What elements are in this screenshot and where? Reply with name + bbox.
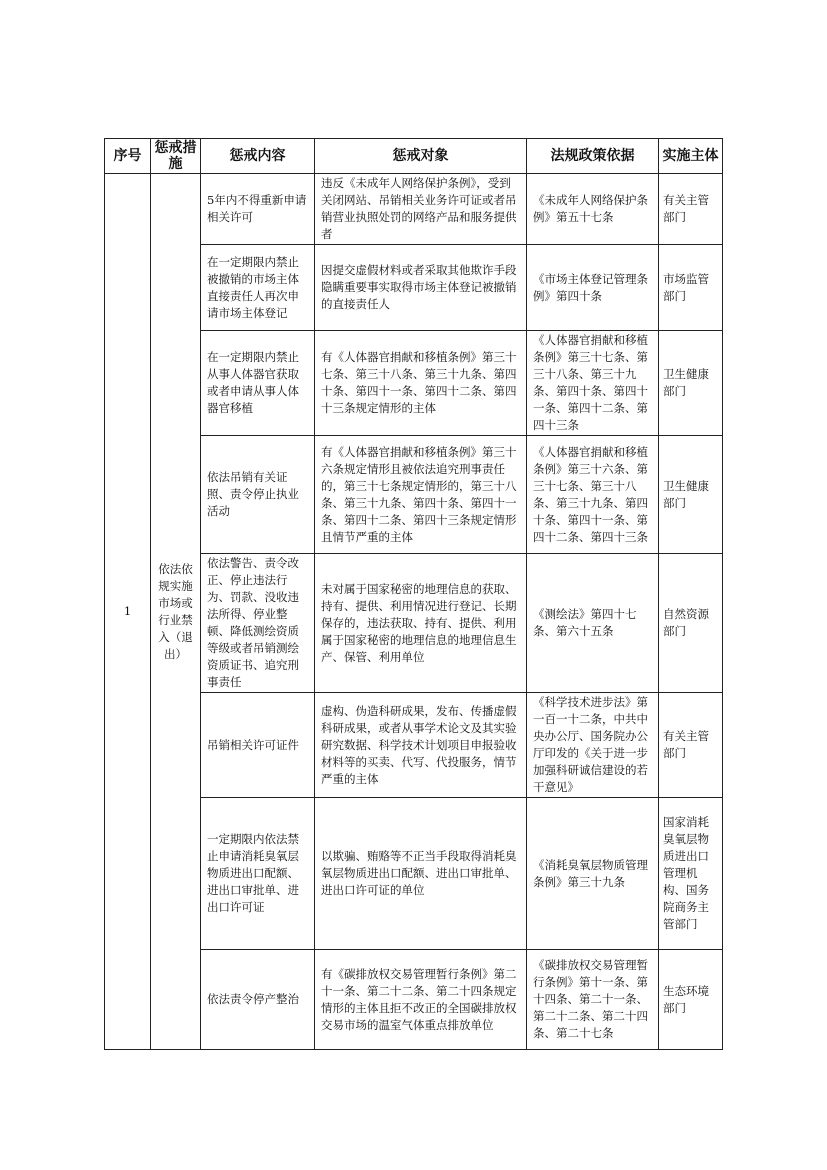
row-subject: 卫生健康部门 <box>659 436 723 554</box>
header-content: 惩戒内容 <box>201 139 315 174</box>
row-target: 有《人体器官捐献和移植条例》第三十六条规定情形且被依法追究刑事责任的，第三十七条规定情形的，第三十八条、第三十九条、第四十条、第四十一条、第四十二条、第四十三条规定情形且情节严重的主体 <box>315 436 527 554</box>
row-basis: 《市场主体登记管理条例》第四十条 <box>527 245 659 331</box>
row-subject: 卫生健康部门 <box>659 331 723 436</box>
row-content: 在一定期限内禁止被撤销的市场主体直接责任人再次申请市场主体登记 <box>201 245 315 331</box>
row-target: 因提交虚假材料或者采取其他欺诈手段隐瞒重要事实取得市场主体登记被撤销的直接责任人 <box>315 245 527 331</box>
row-target: 有《碳排放权交易管理暂行条例》第二十一条、第二十二条、第二十四条规定情形的主体且拒不改正的全国碳排放权交易市场的温室气体重点排放单位 <box>315 950 527 1050</box>
header-row <box>105 139 723 174</box>
row-subject: 有关主管部门 <box>659 693 723 798</box>
row-basis: 《测绘法》第四十七条、第六十五条 <box>527 554 659 693</box>
row-basis: 《未成年人网络保护条例》第五十七条 <box>527 174 659 245</box>
row-content: 一定期限内依法禁止申请消耗臭氧层物质进出口配额、进出口审批单、进出口许可证 <box>201 798 315 950</box>
row-subject: 自然资源部门 <box>659 554 723 693</box>
row-subject: 国家消耗臭氧层物质进出口管理机构、国务院商务主管部门 <box>659 798 723 950</box>
row-subject: 有关主管部门 <box>659 174 723 245</box>
row-content: 在一定期限内禁止从事人体器官获取或者申请从事人体器官移植 <box>201 331 315 436</box>
row-seq-number: 1 <box>105 174 151 1050</box>
row-content: 5年内不得重新申请相关许可 <box>201 174 315 245</box>
row-basis: 《人体器官捐献和移植条例》第三十六条、第三十七条、第三十八条、第三十九条、第四十条、第四十一条、第四十二条、第四十三条 <box>527 436 659 554</box>
row-content: 依法责令停产整治 <box>201 950 315 1050</box>
row-content: 依法警告、责令改正、停止违法行为、罚款、没收违法所得、停业整顿、降低测绘资质等级或者吊销测绘资质证书、追究刑事责任 <box>201 554 315 693</box>
row-subject: 生态环境部门 <box>659 950 723 1050</box>
row-target: 未对属于国家秘密的地理信息的获取、持有、提供、利用情况进行登记、长期保存的，违法获取、持有、提供、利用属于国家秘密的地理信息的地理信息生产、保管、利用单位 <box>315 554 527 693</box>
header-seq: 序号 <box>105 139 151 174</box>
header-measure: 惩戒措施 <box>151 139 201 174</box>
row-measure: 依法依规实施市场或行业禁入（退出） <box>151 174 201 1050</box>
header-subject: 实施主体 <box>659 139 723 174</box>
row-target: 虚构、伪造科研成果，发布、传播虚假科研成果，或者从事学术论文及其实验研究数据、科学技术计划项目申报验收材料等的买卖、代写、代投服务，情节严重的主体 <box>315 693 527 798</box>
row-target: 违反《未成年人网络保护条例》，受到关闭网站、吊销相关业务许可证或者吊销营业执照处罚的网络产品和服务提供者 <box>315 174 527 245</box>
punishment-table <box>104 138 723 1050</box>
row-content: 依法吊销有关证照、责令停止执业活动 <box>201 436 315 554</box>
row-content: 吊销相关许可证件 <box>201 693 315 798</box>
row-basis: 《碳排放权交易管理暂行条例》第十一条、第十四条、第二十一条、第二十二条、第二十四条、第二十七条 <box>527 950 659 1050</box>
row-subject: 市场监管部门 <box>659 245 723 331</box>
row-basis: 《科学技术进步法》第一百一十二条，中共中央办公厅、国务院办公厅印发的《关于进一步加强科研诚信建设的若干意见》 <box>527 693 659 798</box>
row-target: 有《人体器官捐献和移植条例》第三十七条、第三十八条、第三十九条、第四十条、第四十一条、第四十二条、第四十三条规定情形的主体 <box>315 331 527 436</box>
row-basis: 《人体器官捐献和移植条例》第三十七条、第三十八条、第三十九条、第四十条、第四十一条、第四十二条、第四十三条 <box>527 331 659 436</box>
table-row <box>105 174 723 245</box>
header-basis: 法规政策依据 <box>527 139 659 174</box>
header-target: 惩戒对象 <box>315 139 527 174</box>
row-target: 以欺骗、贿赂等不正当手段取得消耗臭氧层物质进出口配额、进出口审批单、进出口许可证的单位 <box>315 798 527 950</box>
row-basis: 《消耗臭氧层物质管理条例》第三十九条 <box>527 798 659 950</box>
